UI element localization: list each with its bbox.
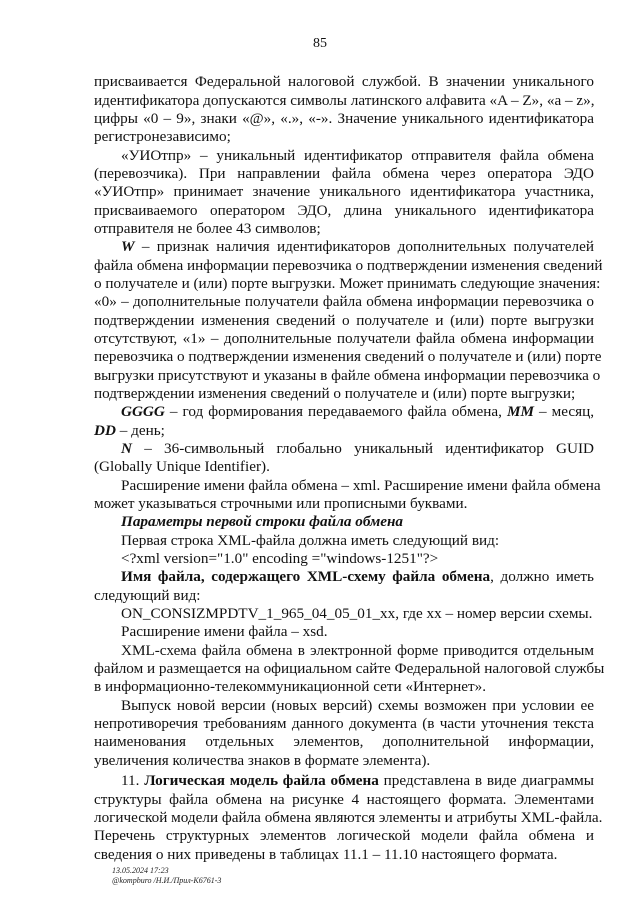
text-line	[94, 495, 594, 513]
text-line	[121, 642, 594, 660]
line-text: файла обмена информации перевозчика о подтверждении изменения сведений	[94, 257, 603, 274]
footer-stamp	[112, 876, 221, 886]
at-icon: @	[112, 876, 120, 885]
line-text: (перевозчика). При направлении файла обмена через оператора ЭДО	[94, 165, 594, 182]
text-line	[94, 678, 594, 696]
text-line	[121, 697, 594, 715]
line-text: выгрузки присутствуют и указаны в файле обмена информации перевозчика о	[94, 367, 601, 384]
line-text: непротиворечия требованиям данного документа (в части уточнения текста	[94, 715, 594, 732]
text-line	[94, 293, 594, 311]
line-text: присваивается Федеральной налоговой службой. В значении уникального	[94, 73, 594, 90]
text-line	[121, 532, 594, 550]
line-text: – год формирования передаваемого файла обмена,	[164, 403, 507, 420]
line-text: – 36-символьный глобально уникальный идентификатор GUID	[131, 440, 594, 457]
text-line	[94, 312, 594, 330]
text-line	[94, 660, 605, 678]
text-line	[94, 752, 594, 770]
line-text: (Globally Unique Identifier).	[94, 458, 270, 475]
text-line	[121, 238, 594, 256]
text-line	[94, 220, 594, 238]
line-text: о получателе и (или) порте выгрузки. Может принимать следующие значения:	[94, 275, 601, 292]
line-text: присваиваемого оператором ЭДО, длина уникального идентификатора	[94, 202, 594, 219]
line-text: следующий вид:	[94, 587, 201, 604]
text-line	[94, 827, 594, 845]
page-number: 85	[313, 36, 327, 51]
line-text: <?xml version="1.0" encoding ="windows-1251"?>	[121, 550, 439, 567]
text-line	[94, 257, 603, 275]
text-line	[121, 440, 594, 458]
text-line	[121, 568, 594, 586]
text-line	[94, 422, 594, 440]
line-text: подтверждении изменения сведений о получателе и (или) порте выгрузки	[94, 312, 594, 329]
line-text: файлом и размещается на официальном сайте Федеральной налоговой службы	[94, 660, 605, 677]
line-text: в информационно-телекоммуникационной сети «Интернет».	[94, 678, 487, 695]
text-line	[94, 202, 594, 220]
line-text: идентификатора допускаются символы латинского алфавита «A – Z», «a – z»,	[94, 92, 595, 109]
text-line	[121, 550, 594, 568]
line-text: логической модели файла обмена являются элементы и атрибуты XML-файла.	[94, 809, 603, 826]
line-text: «УИОтпр» – уникальный идентификатор отправителя файла обмена	[121, 147, 594, 164]
emphasis-text: Параметры первой строки файла обмена	[121, 513, 404, 530]
line-text: , должно иметь	[490, 568, 594, 585]
line-text: Расширение имени файла обмена – xml. Расширение имени файла обмена	[121, 477, 601, 494]
emphasis-text: W	[121, 238, 135, 255]
line-text: цифры «0 – 9», знаки «@», «.», «-». Значение уникального идентификатора	[94, 110, 594, 127]
text-line	[94, 385, 594, 403]
line-text: сведения о них приведены в таблицах 11.1 – 11.10 настоящего формата.	[94, 846, 558, 863]
line-text: Перечень структурных элементов логической модели файла обмена и	[94, 827, 594, 844]
text-line	[121, 147, 594, 165]
text-line	[94, 587, 594, 605]
footer-date: 13.05.2024 17:23	[112, 866, 169, 875]
line-text: структуры файла обмена на рисунке 4 настоящего формата. Элементами	[94, 791, 594, 808]
line-text: XML-схема файла обмена в электронной форме приводится отдельным	[121, 642, 594, 659]
text-line	[94, 73, 594, 91]
emphasis-text: GGGG	[121, 403, 165, 420]
emphasis-text: Логическая модель файла обмена	[144, 772, 379, 789]
line-text: может указываться строчными или прописными буквами.	[94, 495, 468, 512]
line-text: «УИОтпр» принимает значение уникального идентификатора участника,	[94, 183, 594, 200]
line-text: регистронезависимо;	[94, 128, 231, 145]
line-text: подтверждении изменения сведений о получателе и (или) порте выгрузки;	[94, 385, 576, 402]
line-text: перевозчика о подтверждении изменения сведений о получателе и (или) порте	[94, 348, 602, 365]
text-line	[94, 128, 594, 146]
text-line	[121, 623, 594, 641]
line-text: отправителя не более 43 символов;	[94, 220, 321, 237]
text-line	[121, 513, 594, 531]
line-text: – месяц,	[533, 403, 595, 420]
line-text: «0» – дополнительные получатели файла обмена информации перевозчика о	[94, 293, 594, 310]
text-line	[94, 809, 603, 827]
emphasis-text: N	[121, 440, 132, 457]
line-text: Расширение имени файла – xsd.	[121, 623, 328, 640]
text-line	[94, 110, 594, 128]
line-text: 11.	[121, 772, 145, 789]
text-line	[94, 92, 594, 110]
line-text: увеличения количества знаков в формате элемента).	[94, 752, 431, 769]
text-line	[121, 403, 594, 421]
emphasis-text: DD	[94, 422, 116, 439]
text-line	[94, 715, 594, 733]
text-line	[94, 733, 594, 751]
text-line	[94, 458, 594, 476]
emphasis-text: Имя файла, содержащего XML-схему файла обмена	[121, 568, 491, 585]
text-line	[94, 165, 594, 183]
footer-stamp-text: kompburo /Н.И./Прил-К6761-3	[119, 876, 222, 885]
text-line	[121, 772, 594, 790]
line-text: представлена в виде диаграммы	[378, 772, 594, 789]
emphasis-text: MM	[506, 403, 534, 420]
line-text: Выпуск новой версии (новых версий) схемы возможен при условии ее	[121, 697, 594, 714]
line-text: отсутствуют, «1» – дополнительные получатели файла обмена информации	[94, 330, 594, 347]
line-text: Первая строка XML-файла должна иметь следующий вид:	[121, 532, 500, 549]
text-line	[94, 183, 594, 201]
line-text: – день;	[115, 422, 165, 439]
text-line	[121, 605, 594, 623]
text-line	[94, 348, 602, 366]
line-text: – признак наличия идентификаторов дополнительных получателей	[134, 238, 594, 255]
text-line	[94, 791, 594, 809]
text-line	[94, 846, 594, 864]
text-line	[94, 367, 601, 385]
line-text: наименования отдельных элементов, дополнительной информации,	[94, 733, 594, 750]
text-line	[94, 275, 601, 293]
line-text: ON_CONSIZMPDTV_1_965_04_05_01_xx, где хх – номер версии схемы.	[121, 605, 593, 622]
text-line	[121, 477, 601, 495]
text-line	[94, 330, 594, 348]
